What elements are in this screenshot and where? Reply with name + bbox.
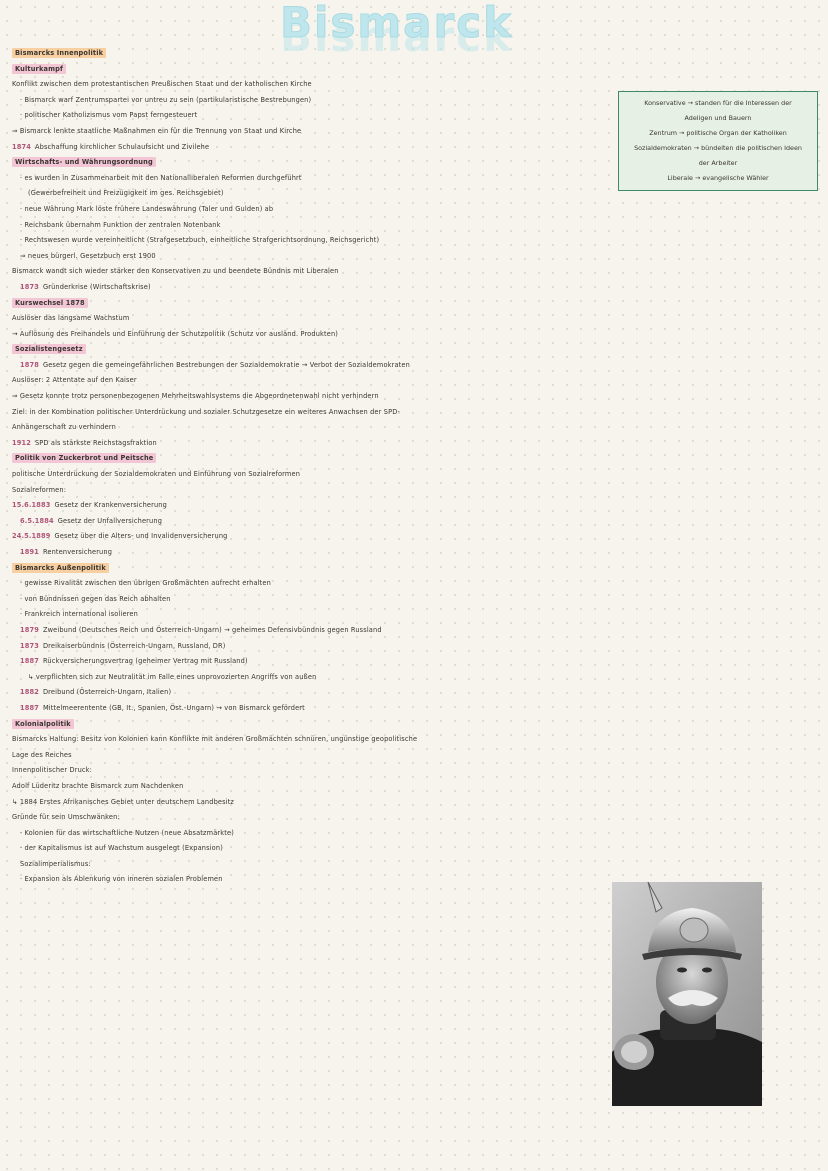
box-line: der Arbeiter	[698, 159, 738, 167]
note-text: Auslöser: 2 Attentate auf den Kaiser	[12, 376, 137, 385]
note-line	[12, 171, 612, 187]
page-title: Bismarck	[280, 0, 514, 47]
note-text: Bismarcks Haltung: Besitz von Kolonien kann Konflikte mit anderen Großmächten schnüren, ungünstige geopolitische	[12, 735, 418, 744]
note-date: 1887	[20, 657, 39, 666]
box-line: Adeligen und Bauern	[684, 114, 752, 122]
heading-text: Kolonialpolitik	[12, 719, 74, 729]
heading-text: Bismarcks Außenpolitik	[12, 563, 109, 573]
note-date: 15.6.1883	[12, 501, 51, 510]
note-date: 1873	[20, 641, 39, 650]
note-text: Bismarck wandt sich wieder stärker den Konservativen zu und beendete Bündnis mit Liberalen	[12, 267, 339, 276]
note-date: 1882	[20, 688, 39, 697]
note-line	[12, 529, 612, 545]
note-line	[12, 280, 612, 296]
note-line	[12, 405, 612, 421]
section-heading	[12, 62, 612, 78]
note-text: ⇒ Bismarck lenkte staatliche Maßnahmen ein für die Trennung von Staat und Kirche	[12, 126, 302, 135]
heading-text: Politik von Zuckerbrot und Peitsche	[12, 453, 156, 463]
note-text: Abschaffung kirchlicher Schulaufsicht und Zivilehe	[34, 142, 210, 151]
note-text: Adolf Lüderitz brachte Bismarck zum Nachdenken	[12, 781, 184, 790]
note-date: 1874	[12, 142, 31, 151]
note-text: · politischer Katholizismus vom Papst ferngesteuert	[20, 111, 198, 120]
note-line	[12, 498, 612, 514]
note-line	[12, 467, 612, 483]
note-line	[12, 264, 612, 280]
note-line	[12, 810, 612, 826]
note-text: Dreibund (Österreich-Ungarn, Italien)	[42, 688, 172, 697]
note-line	[12, 202, 612, 218]
note-text: Lage des Reiches	[12, 750, 72, 759]
note-text: · Bismarck warf Zentrumspartei vor untreu zu sein (partikularistische Bestrebungen)	[20, 95, 312, 104]
heading-text: Sozialistengesetz	[12, 344, 86, 354]
note-line	[12, 654, 612, 670]
note-text: Auslöser das langsame Wachstum	[12, 314, 130, 323]
box-line: Liberale → evangelische Wähler	[667, 174, 769, 182]
note-line	[12, 108, 612, 124]
note-line	[12, 670, 612, 686]
note-line	[12, 249, 612, 265]
note-text: · der Kapitalismus ist auf Wachstum ausgelegt (Expansion)	[20, 844, 223, 853]
note-text: Gesetz über die Alters- und Invalidenversicherung	[54, 532, 228, 541]
note-date: 1873	[20, 282, 39, 291]
note-text: Zweibund (Deutsches Reich und Österreich-Ungarn) → geheimes Defensivbündnis gegen Russland	[42, 625, 382, 634]
note-line	[12, 748, 612, 764]
notes-body	[12, 46, 612, 888]
section-heading	[12, 717, 612, 733]
note-line	[12, 140, 612, 156]
section-heading	[12, 296, 612, 312]
note-text: · Reichsbank übernahm Funktion der zentralen Notenbank	[20, 220, 221, 229]
note-line	[12, 623, 612, 639]
note-text: (Gewerbefreiheit und Freizügigkeit im ges. Reichsgebiet)	[28, 189, 224, 198]
note-date: 1887	[20, 703, 39, 712]
note-line	[12, 483, 612, 499]
note-text: Gründe für sein Umschwänken:	[12, 813, 120, 822]
note-line	[12, 685, 612, 701]
note-text: ↳ 1884 Erstes Afrikanisches Gebiet unter deutschem Landbesitz	[12, 797, 235, 806]
section-heading	[12, 155, 612, 171]
note-text: Innenpolitischer Druck:	[12, 766, 93, 775]
note-line	[12, 389, 612, 405]
note-text: Gesetz gegen die gemeingefährlichen Bestrebungen der Sozialdemokratie → Verbot der Sozialdemokraten	[42, 360, 410, 369]
note-line	[12, 186, 612, 202]
note-text: SPD als stärkste Reichstagsfraktion	[34, 438, 157, 447]
note-line	[12, 732, 612, 748]
section-heading	[12, 342, 612, 358]
heading-text: Wirtschafts- und Währungsordnung	[12, 157, 156, 167]
box-line: Sozialdemokraten → bündelten die politischen Ideen	[634, 144, 802, 152]
note-text: ⇒ Gesetz konnte trotz personenbezogenen Mehrheitswahlsystems die Abgeordnetenwahl nicht verhindern	[12, 392, 379, 401]
note-text: → Auflösung des Freihandels und Einführung der Schutzpolitik (Schutz vor ausländ. Produkten)	[12, 329, 338, 338]
note-text: politische Unterdrückung der Sozialdemokraten und Einführung von Sozialreformen	[12, 470, 301, 479]
note-line	[12, 358, 612, 374]
note-text: Ziel: in der Kombination politischer Unterdrückung und sozialer Schutzgesetze ein weiteres Anwachsen der SPD-	[12, 407, 400, 416]
note-line	[12, 779, 612, 795]
note-text: Rückversicherungsvertrag (geheimer Vertrag mit Russland)	[42, 657, 248, 666]
note-line	[12, 93, 612, 109]
note-line	[12, 795, 612, 811]
note-line	[12, 514, 612, 530]
note-date: 1879	[20, 625, 39, 634]
note-line	[12, 576, 612, 592]
note-text: Gründerkrise (Wirtschaftskrise)	[42, 282, 151, 291]
note-line	[12, 124, 612, 140]
box-line: Konservative → standen für die Interessen der	[644, 99, 792, 107]
note-text: · Kolonien für das wirtschaftliche Nutzen (neue Absatzmärkte)	[20, 828, 234, 837]
note-text: Rentenversicherung	[42, 548, 113, 556]
section-heading	[12, 561, 612, 577]
box-line: Zentrum → politische Organ der Katholiken	[649, 129, 787, 137]
section-heading	[12, 451, 612, 467]
note-line	[12, 607, 612, 623]
note-line	[12, 327, 612, 343]
note-text: ⇒ neues bürgerl. Gesetzbuch erst 1900	[20, 251, 156, 260]
heading-text: Bismarcks Innenpolitik	[12, 48, 106, 58]
note-line	[12, 218, 612, 234]
note-line	[12, 233, 612, 249]
note-line	[12, 311, 612, 327]
parties-box	[618, 91, 818, 191]
note-text: · gewisse Rivalität zwischen den übrigen Großmächten aufrecht erhalten	[20, 579, 271, 588]
portrait-photo	[612, 882, 762, 1106]
note-text: Gesetz der Krankenversicherung	[54, 501, 167, 510]
note-text: · neue Währung Mark löste frühere Landeswährung (Taler und Gulden) ab	[20, 204, 274, 213]
note-text: · Expansion als Ablenkung von inneren sozialen Problemen	[20, 875, 223, 884]
note-line	[12, 545, 612, 561]
note-line	[12, 77, 612, 93]
note-date: 6.5.1884	[20, 516, 54, 525]
note-line	[12, 701, 612, 717]
note-text: Sozialimperialismus:	[20, 859, 91, 868]
note-line	[12, 436, 612, 452]
note-line	[12, 763, 612, 779]
note-date: 1891	[20, 548, 39, 556]
note-text: Dreikaiserbündnis (Österreich-Ungarn, Russland, DR)	[42, 641, 226, 650]
note-line	[12, 857, 612, 873]
note-line	[12, 872, 612, 888]
note-line	[12, 592, 612, 608]
note-line	[12, 639, 612, 655]
note-line	[12, 373, 612, 389]
section-heading	[12, 46, 612, 62]
note-text: Sozialreformen:	[12, 485, 67, 494]
note-line	[12, 826, 612, 842]
note-date: 1912	[12, 438, 31, 447]
note-text: Anhängerschaft zu verhindern	[12, 423, 116, 432]
note-text: ↳ verpflichten sich zur Neutralität im Falle eines unprovozierten Angriffs von außen	[28, 672, 317, 681]
note-text: · es wurden in Zusammenarbeit mit den Nationalliberalen Reformen durchgeführt	[20, 173, 302, 182]
note-text: · von Bündnissen gegen das Reich abhalten	[20, 594, 171, 603]
note-line	[12, 841, 612, 857]
note-text: Mittelmeerentente (GB, It., Spanien, Öst.-Ungarn) → von Bismarck gefördert	[42, 703, 305, 712]
note-date: 1878	[20, 360, 39, 369]
note-text: · Rechtswesen wurde vereinheitlicht (Strafgesetzbuch, einheitliche Strafgerichtsordnung, Reichsgericht)	[20, 236, 380, 245]
note-text: Konflikt zwischen dem protestantischen Preußischen Staat und der katholischen Kirche	[12, 80, 312, 89]
heading-text: Kurswechsel 1878	[12, 298, 88, 308]
heading-text: Kulturkampf	[12, 64, 66, 74]
portrait-icon	[612, 882, 762, 1106]
note-date: 24.5.1889	[12, 532, 51, 541]
note-line	[12, 420, 612, 436]
note-text: · Frankreich international isolieren	[20, 610, 138, 619]
note-text: Gesetz der Unfallversicherung	[57, 516, 163, 525]
